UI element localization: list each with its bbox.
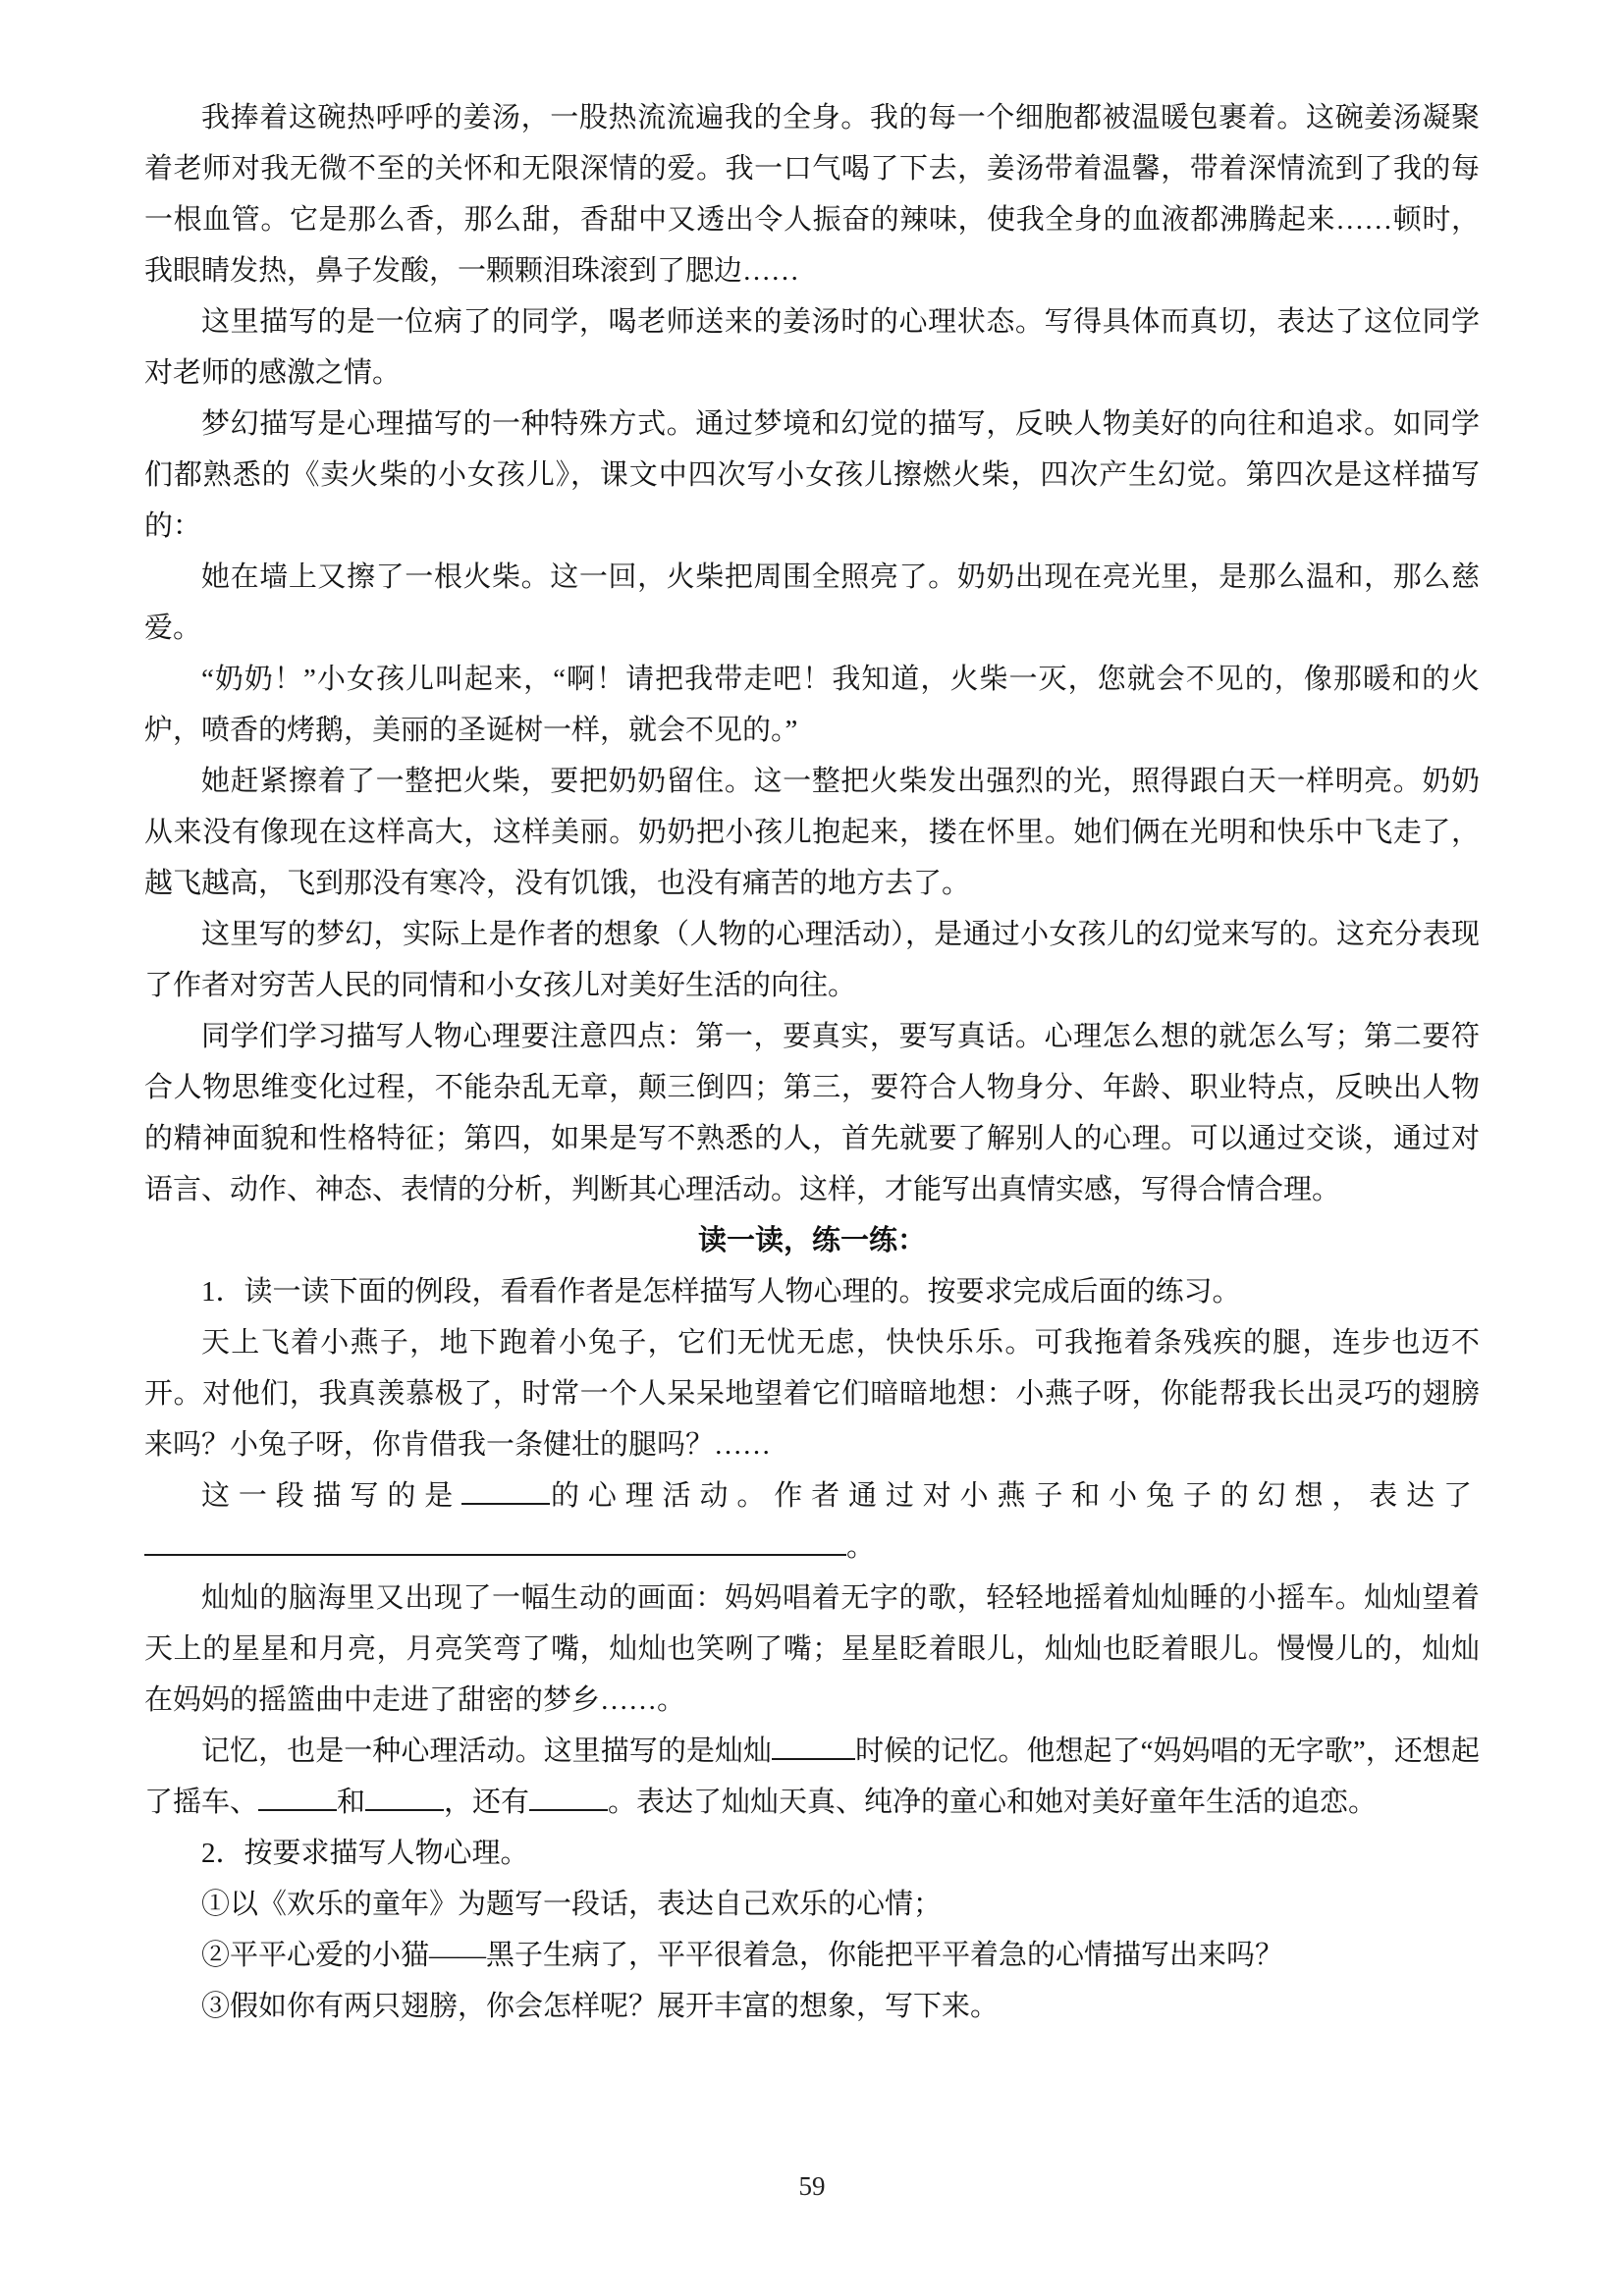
explain-four-points — [144, 1011, 1480, 1215]
exercise-1-instruction — [144, 1266, 1480, 1317]
exercise-2-item-3 — [144, 1981, 1480, 2032]
example-ginger-soup — [144, 92, 1480, 296]
fill-blank-swallow-rabbit — [144, 1470, 1480, 1573]
text-run: ②平平心爱的小猫——黑子生病了，平平很着急，你能把平平着急的心情描写出来吗？ — [201, 1940, 1284, 1971]
text-run: ③假如你有两只翅膀，你会怎样呢？展开丰富的想象，写下来。 — [201, 1991, 1000, 2022]
text-run: 灿灿的脑海里又出现了一幅生动的画面：妈妈唱着无字的歌，轻轻地摇着灿灿睡的小摇车。灿灿望着天上的星星和月亮，月亮笑弯了嘴，灿灿也笑咧了嘴；星星眨着眼儿，灿灿也眨着眼儿。慢慢儿的，灿灿在妈妈的摇篮曲中走进了甜密的梦乡……。 — [144, 1582, 1480, 1716]
exercise-2-item-2 — [144, 1930, 1480, 1981]
commentary-match-girl — [144, 909, 1480, 1011]
fill-in-blank — [144, 1553, 846, 1556]
example-cancan — [144, 1573, 1480, 1726]
fill-blank-cancan — [144, 1726, 1480, 1828]
fill-in-blank — [529, 1808, 608, 1811]
text-run: ，还有 — [444, 1787, 530, 1818]
explain-dream-description — [144, 399, 1480, 552]
text-run: 这里写的梦幻，实际上是作者的想象（人物的心理活动），是通过小女孩儿的幻觉来写的。这充分表现了作者对穷苦人民的同情和小女孩儿对美好生活的向往。 — [144, 919, 1480, 1001]
text-run: 和 — [337, 1787, 366, 1818]
text-run: 我捧着这碗热呼呼的姜汤，一股热流流遍我的全身。我的每一个细胞都被温暖包裹着。这碗姜汤凝聚着老师对我无微不至的关怀和无限深情的爱。我一口气喝了下去，姜汤带着温馨，带着深情流到了我的每一根血管。它是那么香，那么甜，香甜中又透出令人振奋的辣味，使我全身的血液都沸腾起来……顿时，我眼睛发热，鼻子发酸，一颗颗泪珠滚到了腮边…… — [144, 102, 1480, 287]
exercise-2-item-1 — [144, 1879, 1480, 1930]
fill-in-blank — [461, 1502, 550, 1505]
text-run: 这里描写的是一位病了的同学，喝老师送来的姜汤时的心理状态。写得具体而真切，表达了这位同学对老师的感激之情。 — [144, 306, 1480, 389]
text-run: 1．读一读下面的例段，看看作者是怎样描写人物心理的。按要求完成后面的练习。 — [201, 1276, 1241, 1308]
text-run: “奶奶！”小女孩儿叫起来，“啊！请把我带走吧！我知道，火柴一灭，您就会不见的，像那暖和的火炉，喷香的烤鹅，美丽的圣诞树一样，就会不见的。” — [144, 664, 1480, 746]
document-body — [144, 92, 1480, 2032]
text-run: ①以《欢乐的童年》为题写一段话，表达自己欢乐的心情； — [201, 1889, 943, 1920]
fill-in-blank — [772, 1757, 855, 1760]
example-swallow-rabbit — [144, 1317, 1480, 1470]
text-run: 记忆，也是一种心理活动。这里描写的是灿灿 — [201, 1735, 773, 1767]
text-run: 读一读，练一练： — [697, 1225, 926, 1256]
text-run: 梦幻描写是心理描写的一种特殊方式。通过梦境和幻觉的描写，反映人物美好的向往和追求。如同学们都熟悉的《卖火柴的小女孩儿》，课文中四次写小女孩儿擦燃火柴，四次产生幻觉。第四次是这样描写的： — [144, 408, 1480, 542]
text-run: 天上飞着小燕子，地下跑着小兔子，它们无忧无虑，快快乐乐。可我拖着条残疾的腿，连步也迈不开。对他们，我真羡慕极了，时常一个人呆呆地望着它们暗暗地想：小燕子呀，你能帮我长出灵巧的翅膀来吗？小兔子呀，你肯借我一条健壮的腿吗？…… — [144, 1327, 1480, 1461]
text-run: 2．按要求描写人物心理。 — [201, 1838, 529, 1869]
text-run: 的心理活动。作者通过对小燕子和小兔子的幻想，表达了 — [550, 1480, 1480, 1512]
page-number: 59 — [798, 2171, 826, 2201]
fill-in-blank — [365, 1808, 444, 1811]
exercise-2-instruction — [144, 1828, 1480, 1879]
text-run: 她在墙上又擦了一根火柴。这一回，火柴把周围全照亮了。奶奶出现在亮光里，是那么温和，那么慈爱。 — [144, 561, 1480, 644]
text-run: 同学们学习描写人物心理要注意四点：第一，要真实，要写真话。心理怎么想的就怎么写；第二要符合人物思维变化过程，不能杂乱无章，颠三倒四；第三，要符合人物身分、年龄、职业特点，反映出人物的精神面貌和性格特征；第四，如果是写不熟悉的人，首先就要了解别人的心理。可以通过交谈，通过对语言、动作、神态、表情的分析，判断其心理活动。这样，才能写出真情实感，写得合情合理。 — [144, 1021, 1480, 1205]
text-run: 她赶紧擦着了一整把火柴，要把奶奶留住。这一整把火柴发出强烈的光，照得跟白天一样明亮。奶奶从来没有像现在这样高大，这样美丽。奶奶把小孩儿抱起来，搂在怀里。她们俩在光明和快乐中飞走了，越飞越高，飞到那没有寒冷，没有饥饿，也没有痛苦的地方去了。 — [144, 766, 1480, 899]
fill-in-blank — [258, 1808, 337, 1811]
text-run: 这一段描写的是 — [201, 1480, 462, 1512]
commentary-ginger-soup — [144, 296, 1480, 399]
example-match-girl-3 — [144, 756, 1480, 909]
text-run: 时候的记忆。他想起了“妈妈唱的无字歌”，还想起了摇车、 — [144, 1735, 1480, 1818]
example-match-girl-1 — [144, 552, 1480, 654]
text-run: 。表达了灿灿天真、纯净的童心和她对美好童年生活的追恋。 — [608, 1787, 1378, 1818]
section-heading-read-practice — [144, 1215, 1480, 1266]
example-match-girl-2 — [144, 654, 1480, 756]
text-run: 。 — [846, 1531, 884, 1563]
